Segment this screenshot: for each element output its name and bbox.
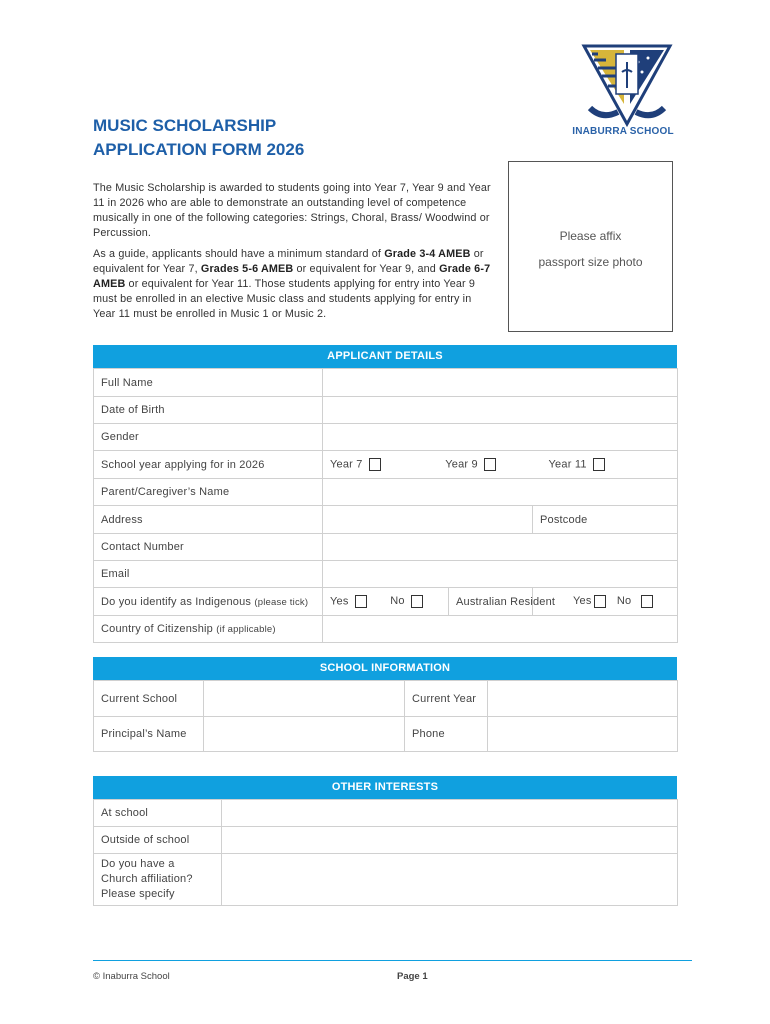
contact-field[interactable] [323, 534, 678, 561]
principal-label: Principal’s Name [94, 717, 204, 752]
indigenous-yes-checkbox[interactable] [355, 595, 367, 608]
school-year-field [323, 451, 678, 479]
gender-field[interactable] [323, 424, 678, 451]
table-row [94, 717, 678, 752]
table-row [94, 561, 678, 588]
church-label: Do you have a Church affiliation? Please specify [94, 854, 222, 906]
parent-label: Parent/Caregiver’s Name [94, 479, 323, 506]
photo-label-1: Please affix [559, 229, 622, 243]
school-year-label: School year applying for in 2026 [94, 451, 323, 479]
year9-checkbox[interactable] [484, 458, 496, 471]
photo-label-2: passport size photo [538, 255, 643, 269]
year9-label: Year 9 [445, 458, 478, 471]
passport-photo-box [508, 161, 673, 332]
resident-no-checkbox[interactable] [641, 595, 653, 608]
table-row [94, 369, 678, 397]
table-row [94, 451, 678, 479]
indigenous-options [323, 588, 449, 616]
indigenous-no-label: No [390, 595, 405, 608]
indigenous-yes-label: Yes [330, 595, 349, 608]
table-row [94, 827, 678, 854]
title-line-1: MUSIC SCHOLARSHIP [93, 116, 277, 135]
intro-paragraph-1: The Music Scholarship is awarded to students going into Year 7, Year 9 and Year 11 in 2026 who are able to demonstrate an outstanding level of competence musically in one of the following categories: Strings, Choral, Brass/ Woodwind or Percussion. [93, 182, 491, 239]
other-interests-table [93, 799, 678, 906]
email-field[interactable] [323, 561, 678, 588]
indigenous-no-checkbox[interactable] [411, 595, 423, 608]
gender-label: Gender [94, 424, 323, 451]
table-row [94, 397, 678, 424]
table-row [94, 534, 678, 561]
principal-field[interactable] [204, 717, 405, 752]
table-row [94, 479, 678, 506]
footer-page-number: Page 1 [397, 971, 428, 982]
table-row [94, 424, 678, 451]
postcode-field[interactable] [533, 506, 678, 534]
footer-divider [93, 960, 692, 961]
intro-paragraph-2: As a guide, applicants should have a minimum standard of Grade 3-4 AMEB or equivalent for Year 7, Grades 5-6 AMEB or equivalent for Year 9, and Grade 6-7 AMEB or equivalent for Year 11. Those students applying for entry into Year 9 must be enrolled in an elective Music class and students applying for entry in Year 11 must be enrolled in Music 1 or Music 2. [93, 248, 491, 320]
dob-label: Date of Birth [94, 397, 323, 424]
address-label: Address [94, 506, 323, 534]
applicant-details-section [93, 345, 677, 643]
current-school-label: Current School [94, 681, 204, 717]
outside-school-label: Outside of school [94, 827, 222, 854]
year7-label: Year 7 [330, 458, 363, 471]
title-line-2: APPLICATION FORM 2026 [93, 140, 305, 159]
full-name-field[interactable] [323, 369, 678, 397]
table-row [94, 681, 678, 717]
email-label: Email [94, 561, 323, 588]
current-school-field[interactable] [204, 681, 405, 717]
current-year-field[interactable] [488, 681, 678, 717]
phone-label: Phone [405, 717, 488, 752]
phone-field[interactable] [488, 717, 678, 752]
citizenship-label: Country of Citizenship (if applicable) [94, 616, 323, 643]
other-interests-heading: OTHER INTERESTS [93, 776, 677, 799]
applicant-details-table [93, 368, 678, 643]
school-information-heading: SCHOOL INFORMATION [93, 657, 677, 680]
at-school-label: At school [94, 800, 222, 827]
at-school-field[interactable] [222, 800, 678, 827]
church-field[interactable] [222, 854, 678, 906]
dob-field[interactable] [323, 397, 678, 424]
other-interests-section [93, 776, 677, 906]
resident-yes-label: Yes [573, 595, 592, 608]
resident-label: Australian Resident [449, 588, 533, 616]
school-information-section [93, 657, 677, 752]
year11-checkbox[interactable] [593, 458, 605, 471]
footer-copyright: © Inaburra School [93, 971, 170, 982]
applicant-details-heading: APPLICANT DETAILS [93, 345, 677, 368]
resident-no-label: No [616, 595, 632, 608]
table-row [94, 800, 678, 827]
parent-field[interactable] [323, 479, 678, 506]
current-year-label: Current Year [405, 681, 488, 717]
year11-label: Year 11 [548, 458, 587, 471]
resident-yes-checkbox[interactable] [594, 595, 606, 608]
intro-text [93, 181, 495, 328]
outside-school-field[interactable] [222, 827, 678, 854]
table-row [94, 616, 678, 643]
table-row [94, 854, 678, 906]
year7-checkbox[interactable] [369, 458, 381, 471]
school-name: INABURRA SCHOOL [572, 126, 674, 137]
contact-label: Contact Number [94, 534, 323, 561]
citizenship-field[interactable] [323, 616, 678, 643]
table-row [94, 588, 678, 616]
form-title [93, 114, 304, 162]
school-information-table [93, 680, 678, 752]
full-name-label: Full Name [94, 369, 323, 397]
address-field[interactable] [323, 506, 533, 534]
indigenous-label: Do you identify as Indigenous (please tick) [94, 588, 323, 616]
table-row [94, 506, 678, 534]
postcode-label: Postcode [540, 513, 588, 526]
